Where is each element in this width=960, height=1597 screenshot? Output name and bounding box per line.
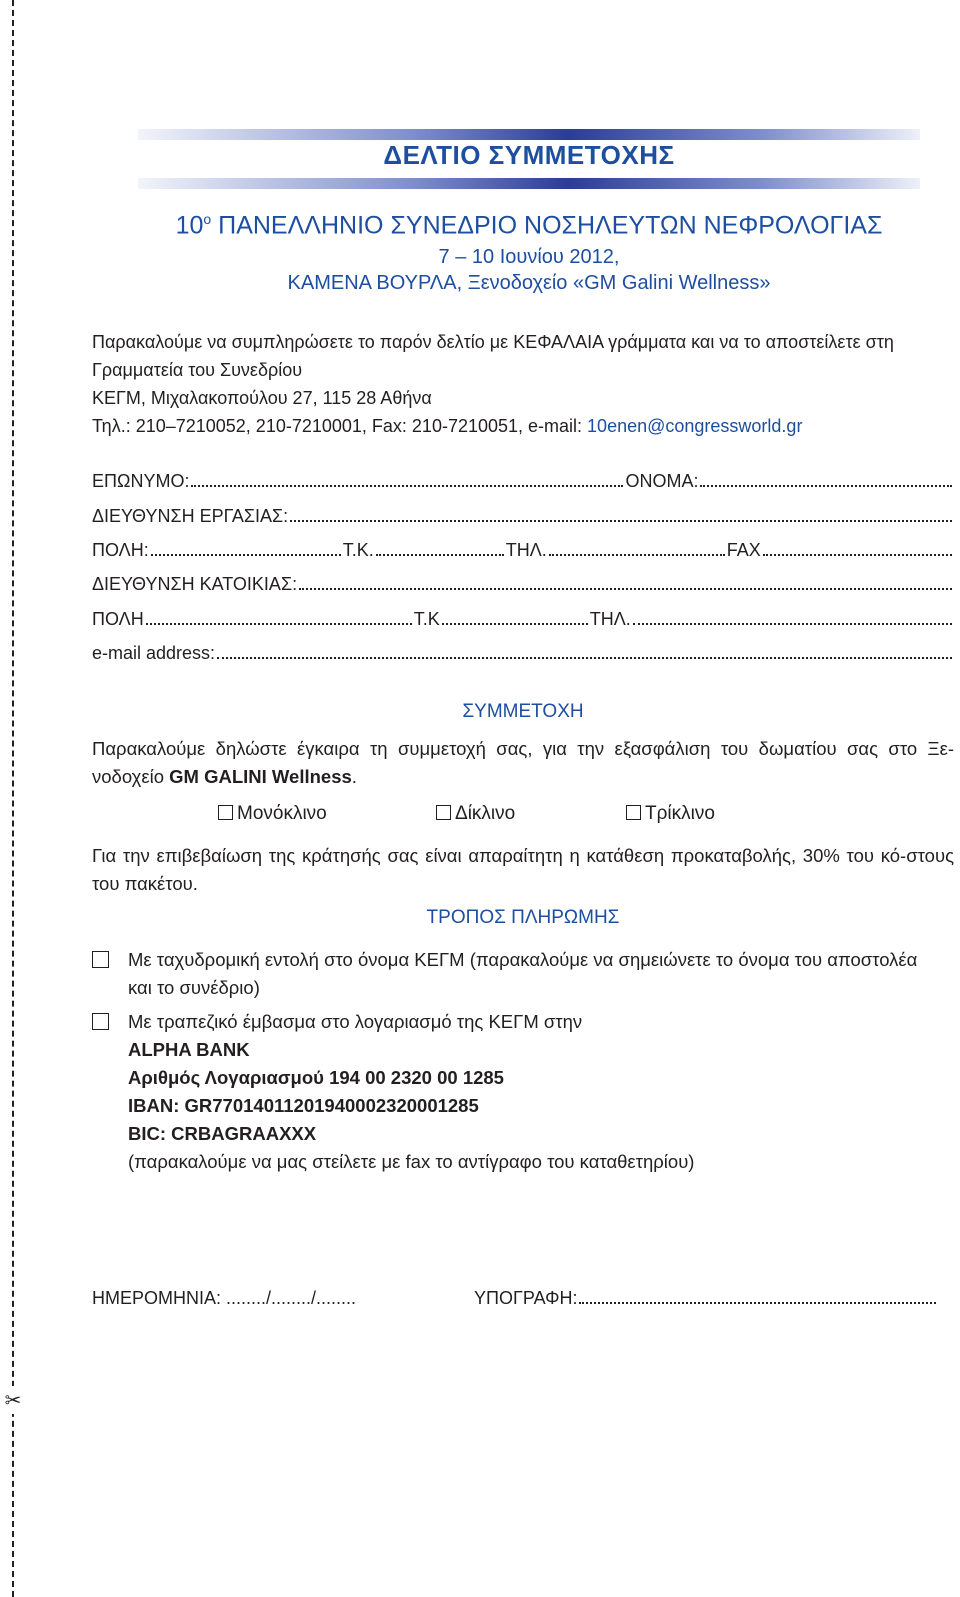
- participation-text-end: .: [351, 766, 357, 787]
- participation-heading: ΣΥΜΜΕΤΟΧΗ: [462, 701, 584, 722]
- intro-text: [92, 328, 954, 440]
- form-title: ΔΕΛΤΙΟ ΣΥΜΜΕΤΟΧΗΣ: [383, 140, 675, 170]
- field-row-surname-name: [92, 471, 954, 495]
- participation-text-body: Παρακαλούμε δηλώστε έγκαιρα τη συμμετοχή σας, για την εξασφάλιση του δωματίου σας στο Ξε-νοδοχείο: [92, 738, 954, 787]
- name-input[interactable]: [700, 484, 952, 487]
- bank-account: Αριθμός Λογαριασμού 194 00 2320 00 1285: [128, 1067, 504, 1088]
- room-label-single: Μονόκλινο: [237, 803, 327, 824]
- contact-phones: Τηλ.: 210–7210052, 210-7210001, Fax: 210-7210051, e-mail:: [92, 416, 588, 436]
- city-input[interactable]: [151, 553, 341, 556]
- checkbox-bank[interactable]: [92, 1013, 109, 1030]
- field-row-work-address: [92, 506, 954, 530]
- room-option-single[interactable]: [218, 803, 327, 825]
- signature-field: [474, 1288, 938, 1312]
- field-row-email: [92, 643, 954, 667]
- congress-ordinal: ο: [203, 211, 212, 227]
- field-row-home-city-zip-tel: [92, 609, 954, 633]
- intro-line: Γραμματεία του Συνεδρίου: [92, 360, 303, 380]
- signature-input[interactable]: [579, 1301, 936, 1304]
- cut-line: [12, 0, 14, 1597]
- date-field[interactable]: ΗΜΕΡΟΜΗΝΙΑ: ......../......../........: [92, 1288, 357, 1308]
- room-option-triple[interactable]: [626, 803, 715, 825]
- room-label-double: Δίκλινο: [455, 803, 516, 824]
- room-label-triple: Τρίκλινο: [645, 803, 715, 824]
- congress-venue: ΚΑΜΕΝΑ ΒΟΥΡΛΑ, Ξενοδοχείο «GM Galini Wellness»: [287, 272, 771, 294]
- bank-bic: BIC: CRBAGRAAXXX: [128, 1123, 317, 1144]
- checkbox-double[interactable]: [436, 805, 451, 820]
- checkbox-triple[interactable]: [626, 805, 641, 820]
- bank-intro: Με τραπεζικό έμβασμα στο λογαριασμό της ΚΕΓΜ στην: [128, 1011, 583, 1032]
- intro-contact: [92, 412, 954, 440]
- field-row-home-address: [92, 574, 954, 598]
- home-address-input[interactable]: [299, 587, 952, 590]
- work-address-label: ΔΙΕΥΘΥΝΣΗ ΕΡΓΑΣΙΑΣ:: [92, 506, 289, 526]
- bank-iban: IBAN: GR7701401120194000232000​1285: [128, 1095, 479, 1116]
- home-address-label: ΔΙΕΥΘΥΝΣΗ ΚΑΤΟΙΚΙΑΣ:: [92, 574, 298, 594]
- name-label: ΟΝΟΜΑ:: [625, 471, 699, 491]
- zip-label: Τ.Κ.: [342, 540, 374, 560]
- city-label: ΠΟΛΗ:: [92, 540, 149, 560]
- field-row-city-zip-tel-fax: [92, 540, 954, 564]
- congress-number: 10: [175, 211, 204, 240]
- fax-label: FAX: [726, 540, 761, 560]
- email-label: e-mail address:: [92, 643, 216, 663]
- contact-email-link[interactable]: 10enen@congressworld.gr: [587, 416, 803, 436]
- tel-label: ΤΗΛ.: [505, 540, 547, 560]
- deposit-note: Για την επιβεβαίωση της κράτησής σας είναι απαραίτητη η κατάθεση προκαταβολής, 30% του κό-στους του πακέτου.: [92, 845, 954, 894]
- congress-title: ΠΑΝΕΛΛΗΝΙΟ ΣΥΝΕΔΡΙΟ ΝΟΣΗΛΕΥΤΩΝ ΝΕΦΡΟΛΟΓΙΑΣ: [211, 211, 883, 240]
- congress-dates: 7 – 10 Ιουνίου 2012,: [438, 246, 620, 268]
- checkbox-postal[interactable]: [92, 951, 109, 968]
- postal-text-cont: και το συνέδριο): [128, 977, 260, 998]
- room-option-double[interactable]: [436, 803, 515, 825]
- intro-line: Παρακαλούμε να συμπληρώσετε το παρόν δελτίο με ΚΕΦΑΛΑΙΑ γράμματα και να το αποστείλετε στη: [92, 332, 894, 352]
- zip-input[interactable]: [376, 553, 504, 556]
- home-city-input[interactable]: [146, 622, 412, 625]
- postal-text: Με ταχυδρομική εντολή στο όνομα ΚΕΓΜ (παρακαλούμε να σημειώνετε το όνομα του αποστολέα: [128, 949, 918, 970]
- hotel-name: GM GALINI Wellness: [169, 766, 352, 787]
- intro-address: ΚΕΓΜ, Μιχαλακοπούλου 27, 115 28 Αθήνα: [92, 388, 432, 408]
- header-band-top: [138, 129, 920, 140]
- home-zip-input[interactable]: [442, 622, 588, 625]
- signature-label: ΥΠΟΓΡΑΦΗ:: [474, 1288, 578, 1308]
- header-band-bottom: [138, 178, 920, 189]
- payment-option-bank[interactable]: [92, 1008, 954, 1178]
- participation-text: [92, 735, 954, 791]
- home-zip-label: Τ.Κ: [413, 609, 440, 629]
- fax-note: (παρακαλούμε να μας στείλετε με fax το αντίγραφο του καταθετηρίου): [128, 1151, 695, 1172]
- checkbox-single[interactable]: [218, 805, 233, 820]
- payment-heading: ΤΡΟΠΟΣ ΠΛΗΡΩΜΗΣ: [426, 907, 620, 928]
- home-city-label: ΠΟΛΗ: [92, 609, 144, 629]
- scissors-icon: ✂: [2, 1386, 24, 1414]
- email-input[interactable]: [217, 656, 952, 659]
- surname-input[interactable]: [191, 484, 623, 487]
- congress-name: [138, 211, 920, 240]
- surname-label: ΕΠΩΝΥΜΟ:: [92, 471, 190, 491]
- payment-option-postal[interactable]: [92, 946, 954, 1002]
- work-address-input[interactable]: [290, 519, 952, 522]
- bank-name: ALPHA BANK: [128, 1039, 250, 1060]
- fax-input[interactable]: [763, 553, 952, 556]
- home-tel-input[interactable]: [633, 622, 952, 625]
- tel-input[interactable]: [549, 553, 725, 556]
- home-tel-label: ΤΗΛ.: [589, 609, 631, 629]
